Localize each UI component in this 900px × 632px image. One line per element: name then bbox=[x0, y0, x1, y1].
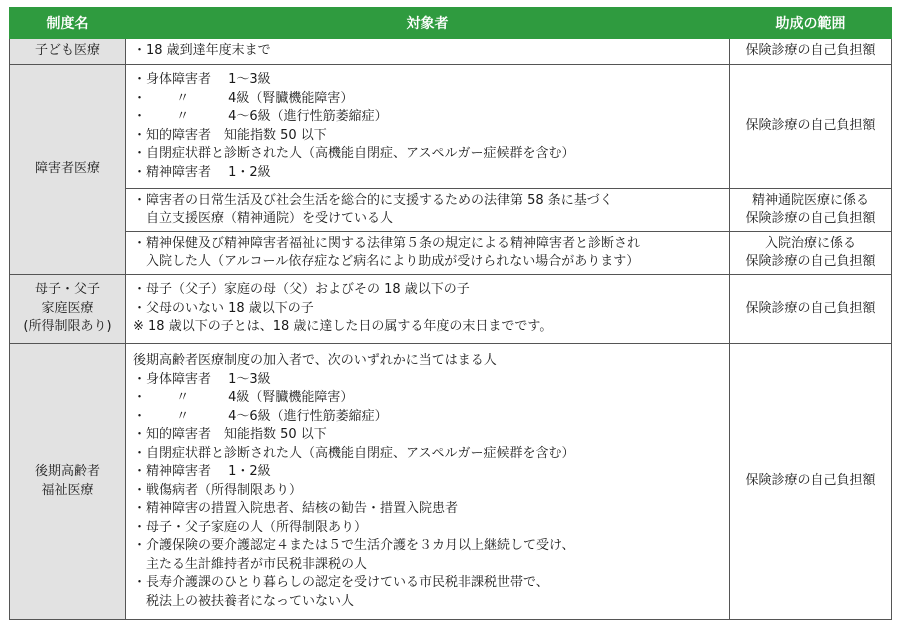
target-line: ・自閉症状群と診断された人（高機能自閉症、アスペルガー症候群を含む） bbox=[133, 445, 575, 461]
table-header-row bbox=[10, 8, 892, 39]
system-name-line: 福祉医療 bbox=[41, 482, 94, 498]
range-cell bbox=[730, 39, 892, 65]
table-row bbox=[10, 232, 892, 275]
target-intro-line: 後期高齢者医療制度の加入者で、次のいずれかに当てはまる人 bbox=[133, 353, 497, 368]
range-line: 保険診療の自己負担額 bbox=[745, 118, 876, 134]
range-line: 保険診療の自己負担額 bbox=[745, 300, 876, 316]
table-row bbox=[10, 275, 892, 344]
system-name-cell bbox=[10, 275, 126, 344]
target-cell bbox=[126, 275, 730, 344]
target-cell bbox=[126, 65, 730, 189]
table-row bbox=[10, 189, 892, 232]
subsidy-table-container bbox=[9, 7, 892, 620]
header-range: 助成の範囲 bbox=[730, 8, 892, 39]
subsidy-table bbox=[9, 7, 892, 620]
system-name-line: 障害者医療 bbox=[34, 161, 100, 177]
table-row bbox=[10, 65, 892, 189]
system-name-cell bbox=[10, 39, 126, 65]
target-cell bbox=[126, 39, 730, 65]
target-line: ・知的障害者 知能指数 50 以下 bbox=[133, 127, 327, 143]
range-line: 精神通院医療に係る bbox=[751, 192, 869, 208]
target-line: ・精神障害の措置入院患者、結核の勧告・措置入院患者 bbox=[133, 501, 459, 516]
target-line: ・精神障害者 1・2級 bbox=[133, 464, 271, 479]
target-line: ・父母のいない 18 歳以下の子 bbox=[133, 300, 314, 316]
target-line: ・ 〃 4～6級（進行性筋萎縮症） bbox=[133, 408, 388, 424]
target-line: 税法上の被扶養者になっていない人 bbox=[146, 593, 355, 609]
target-line: 自立支援医療（精神通院）を受けている人 bbox=[146, 211, 394, 226]
target-line: ・母子・父子家庭の人（所得制限あり） bbox=[133, 519, 368, 535]
target-line: ・ 〃 4～6級（進行性筋萎縮症） bbox=[133, 109, 388, 124]
range-cell bbox=[730, 232, 892, 275]
range-cell bbox=[730, 275, 892, 344]
target-line: ・母子（父子）家庭の母（父）およびその 18 歳以下の子 bbox=[133, 282, 470, 298]
target-cell bbox=[126, 189, 730, 232]
target-line: ・ 〃 4級（腎臓機能障害） bbox=[133, 90, 354, 106]
range-cell bbox=[730, 189, 892, 232]
table-row bbox=[10, 39, 892, 65]
target-line: ・身体障害者 1～3級 bbox=[133, 72, 271, 87]
target-line: ・ 〃 4級（腎臓機能障害） bbox=[133, 390, 354, 405]
target-line: ・戦傷病者（所得制限あり） bbox=[133, 482, 303, 498]
target-note-line: ※ 18 歳以下の子とは、18 歳に達した日の属する年度の末日までです。 bbox=[133, 319, 553, 335]
target-line: ・長寿介護課のひとり暮らしの認定を受けている市民税非課税世帯で、 bbox=[133, 575, 549, 590]
system-name-line: (所得制限あり) bbox=[23, 319, 112, 335]
target-line: 主たる生計維持者が市民税非課税の人 bbox=[146, 556, 368, 572]
system-name-line: 後期高齢者 bbox=[34, 464, 100, 479]
header-system-name: 制度名 bbox=[10, 8, 126, 39]
target-line: ・精神障害者 1・2級 bbox=[133, 164, 271, 180]
range-line: 保険診療の自己負担額 bbox=[745, 211, 876, 226]
system-name-line: 子ども医療 bbox=[34, 43, 100, 59]
system-name-line: 母子・父子 bbox=[34, 282, 100, 298]
system-name-line: 家庭医療 bbox=[41, 300, 94, 316]
range-cell bbox=[730, 344, 892, 620]
system-name-cell bbox=[10, 344, 126, 620]
range-line: 保険診療の自己負担額 bbox=[745, 473, 876, 489]
system-name-cell bbox=[10, 65, 126, 275]
target-cell bbox=[126, 344, 730, 620]
target-line: ・自閉症状群と診断された人（高機能自閉症、アスペルガー症候群を含む） bbox=[133, 146, 575, 161]
target-line: ・障害者の日常生活及び社会生活を総合的に支援するための法律第 58 条に基づく bbox=[133, 192, 613, 208]
target-line: ・介護保険の要介護認定４または５で生活介護を３カ月以上継続して受け、 bbox=[133, 538, 575, 553]
range-line: 保険診療の自己負担額 bbox=[745, 43, 876, 59]
header-target: 対象者 bbox=[126, 8, 730, 39]
target-line: ・18 歳到達年度末まで bbox=[133, 43, 271, 59]
target-line: 入院した人（アルコール依存症など病名により助成が受けられない場合があります） bbox=[146, 254, 640, 269]
range-cell bbox=[730, 65, 892, 189]
target-line: ・精神保健及び精神障害者福祉に関する法律第５条の規定による精神障害者と診断され bbox=[133, 235, 641, 251]
range-line: 入院治療に係る bbox=[764, 235, 856, 251]
range-line: 保険診療の自己負担額 bbox=[745, 254, 876, 269]
target-cell bbox=[126, 232, 730, 275]
table-row bbox=[10, 344, 892, 620]
target-line: ・知的障害者 知能指数 50 以下 bbox=[133, 427, 327, 442]
target-line: ・身体障害者 1～3級 bbox=[133, 371, 271, 387]
